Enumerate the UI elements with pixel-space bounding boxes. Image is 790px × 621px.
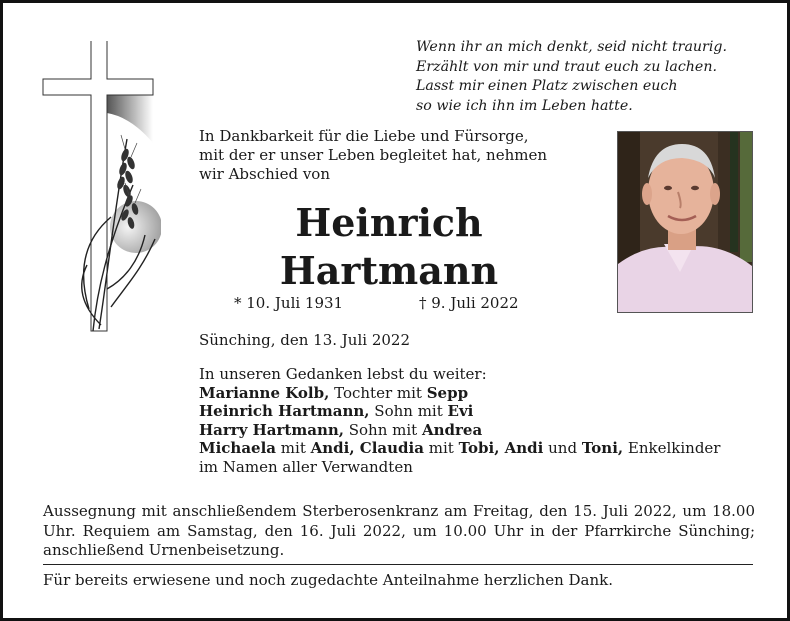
intro-line: mit der er unser Leben begleitet hat, nehmen — [199, 146, 548, 164]
family-member: Heinrich Hartmann, — [199, 402, 370, 421]
family-heading: In unseren Gedanken lebst du weiter: — [199, 365, 487, 383]
relation-text: Sohn mit — [369, 402, 448, 421]
family-member: Marianne Kolb, — [199, 383, 330, 402]
divider — [43, 564, 753, 565]
family-row — [199, 421, 769, 440]
poem-line: Erzählt von mir und traut euch zu lachen. — [416, 58, 717, 75]
deceased-name — [199, 199, 579, 295]
connector-text: mit — [276, 439, 311, 458]
grandchild: Tobi, Andi — [458, 439, 544, 458]
service-details: Aussegnung mit anschließendem Sterberosenkranz am Freitag, den 15. Juli 2022, um 18.00 Uhr. Requiem am Samstag, den 16. Juli 2022, um 10.00 Uhr in der Pfarrkirche Sünching; anschließend Urnenbeisetzung. — [43, 502, 755, 559]
family-partner: Andrea — [421, 420, 483, 439]
family-closing: im Namen aller Verwandten — [199, 457, 413, 476]
place-and-date: Sünching, den 13. Juli 2022 — [199, 331, 410, 349]
grandchild: Michaela — [199, 439, 277, 458]
family-member: Harry Hartmann, — [199, 420, 344, 439]
family-row — [199, 384, 769, 403]
connector-text: mit — [423, 439, 459, 458]
poem-line: Wenn ihr an mich denkt, seid nicht traurig. — [416, 39, 727, 55]
family-list — [199, 365, 769, 477]
poem-line: Lasst mir einen Platz zwischen euch — [416, 78, 678, 94]
grandchild: Andi, Claudia — [310, 439, 424, 458]
family-partner: Evi — [447, 402, 474, 421]
poem — [416, 38, 776, 116]
cross-with-wheat-icon — [41, 39, 161, 339]
intro-line: wir Abschied von — [199, 165, 330, 183]
grandchildren-row — [199, 439, 769, 458]
family-row — [199, 402, 769, 421]
portrait-photo — [617, 131, 753, 313]
birth-date: * 10. Juli 1931 — [234, 294, 344, 312]
first-name: Heinrich — [295, 200, 483, 245]
death-date: † 9. Juli 2022 — [419, 294, 519, 312]
connector-text: und — [543, 439, 582, 458]
family-partner: Sepp — [426, 383, 469, 402]
connector-text: Enkelkinder — [623, 439, 721, 458]
relation-text: Sohn mit — [343, 420, 422, 439]
intro-line: In Dankbarkeit für die Liebe und Fürsorge, — [199, 127, 529, 145]
last-name: Hartmann — [279, 248, 499, 293]
grandchild: Toni, — [581, 439, 624, 458]
relation-text: Tochter mit — [329, 383, 427, 402]
poem-line: so wie ich ihn im Leben hatte. — [416, 97, 633, 114]
intro-text — [199, 127, 599, 184]
thanks-line: Für bereits erwiesene und noch zugedachte Anteilnahme herzlichen Dank. — [43, 571, 613, 589]
